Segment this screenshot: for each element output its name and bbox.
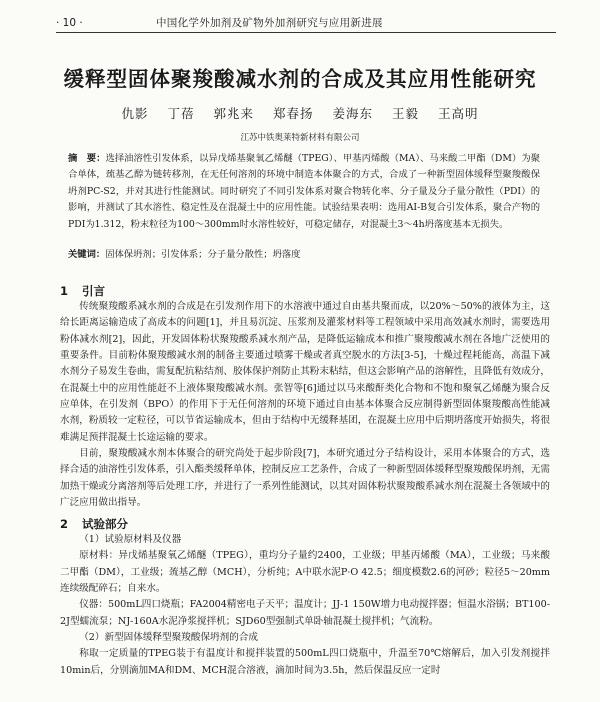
paper-title: 缓释型固体聚羧酸减水剂的合成及其应用性能研究 xyxy=(63,67,537,91)
subsection-heading: （1）试验原材料及仪器 xyxy=(79,534,182,545)
author-name: 姜海东 xyxy=(332,106,373,121)
abstract-label: 摘 要： xyxy=(68,153,106,164)
paragraph: 称取一定质量的TPEG装于有温度计和搅拌装置的500mL四口烧瓶中，升温至70℃熔解后，加入引发剂搅拌10min后，分别滴加MA和DM、MCH混合溶液，滴加时间为3.5h，然后保温反应一定时 xyxy=(60,648,550,676)
paragraph: 目前，聚羧酸减水剂本体聚合的研究尚处于起步阶段[7]，本研究通过分子结构设计，采用本体聚合的方式，选择合适的油溶性引发体系，引入酯类缓释单体，控制反应工艺条件，合成了一种新型固体缓释型聚羧酸保坍剂，无需加热干燥或分离溶剂等后处理工序，并进行了一系列性能测试，以其对固体粉状聚羧酸系减水剂在混凝土各领域中的广泛应用做出指导。 xyxy=(60,448,550,509)
affiliation: 江苏中铁奥莱特新材料有限公司 xyxy=(240,133,360,143)
author-name: 郭兆来 xyxy=(213,106,254,121)
running-header xyxy=(56,16,556,33)
author-name: 王毅 xyxy=(391,106,419,121)
abstract-text: 选择油溶性引发体系，以异戊烯基聚氧乙烯醚（TPEG）、甲基丙烯酸（MA）、马来酸二甲酯（DM）为聚合单体，巯基乙醇为链转移剂，在无任何溶剂的环境中制造本体聚合的方式，合成了一种新型固体缓释型聚羧酸保坍剂PC-S2，并对其进行性能测试。同时研究了不同引发体系对聚合物转化率、分子量及分子量分散性（PDI）的影响，并测试了其水溶性、稳定性及在混凝土中的应用性能。试验结果表明：选用AI-B复合引发体系，聚合产物的PDI为1.312，粉末粒径为100～300mm时水溶性较好，可稳定储存，对混凝土3～4h坍落度基本无损失。 xyxy=(68,153,540,230)
author-list xyxy=(40,106,560,122)
page-number: · 10 · xyxy=(56,17,83,29)
section-title: 引言 xyxy=(82,284,105,298)
paragraph: 原材料：异戊烯基聚氧乙烯醚（TPEG），重均分子量约2400，工业级；甲基丙烯酸（MA），工业级；马来酸二甲酯（DM），工业级；巯基乙醇（MCH），分析纯；A中联水泥P·O 42.5；细度模数2.6的河砂；粒径5～20mm连续级配碎石；自来水。 xyxy=(60,550,550,595)
author-name: 郑春扬 xyxy=(272,106,314,121)
intro-body xyxy=(60,299,550,511)
section-number: 1 xyxy=(60,284,69,298)
author-name: 丁蓓 xyxy=(167,106,195,121)
section-number: 2 xyxy=(60,517,69,531)
subsection-heading: （2）新型固体缓释型聚羧酸保坍剂的合成 xyxy=(79,632,258,644)
section-heading-intro xyxy=(60,284,105,299)
keywords xyxy=(68,248,540,262)
experiment-body xyxy=(60,532,550,679)
abstract xyxy=(68,151,540,233)
keywords-text: 固体保坍剂；引发体系；分子量分散性；坍落度 xyxy=(105,249,301,260)
author-name: 仇影 xyxy=(121,106,149,121)
section-title: 试验部分 xyxy=(82,517,128,531)
paragraph: 仪器：500mL四口烧瓶；FA2004精密电子天平；温度计；JJ-1 150W增力电动搅拌器；恒温水浴锅；BT100-2J型蠕流泵；NJ-160A水泥净浆搅拌机；SJD60型强制式单卧轴混凝土搅拌机；气流粉。 xyxy=(60,599,550,627)
author-name: 王高明 xyxy=(437,106,479,121)
paragraph: 传统聚羧酸系减水剂的合成是在引发剂作用下的水溶液中通过自由基共聚而成，以20%～50%的液体为主，这给长距离运输造成了高成本的问题[1]，并且易沉淀、压浆剂及灌浆材料等工程领域中采用高效减水剂时，需要选用粉体减水剂[2]，因此，开发固体粉状聚羧酸系减水剂产品，是降低运输成本和推广聚羧酸减水剂在各地广泛使用的重要条件。目前粉体聚羧酸减水剂的制备主要通过喷雾干燥或者真空脱水的方法[3-5]，十燥过程耗能高，高温下减水剂分子易发生卷曲，需复配抗粘结剂、胶体保护剂防止其粉末粘结，但这会影响产品的溶解性，且降低有效成分，在混凝土中的应用性能赶不上液体聚羧酸减水剂。张智等[6]通过以马来酸酐类化合物和不饱和聚氧乙烯醚为聚合反应单体，在引发剂（BPO）的作用下于无任何溶剂的环境下通过自由基本体聚合反应制得新型固体聚羧酸高性能减水剂，粉质较一定粒径，可以节省运输成本，但由于结构中无缓释基团，在混凝土应用中后期坍落度开始损失，将很难满足预拌混凝土长途运输的要求。 xyxy=(60,301,550,443)
keywords-label: 关键词： xyxy=(68,249,106,260)
section-heading-experiment xyxy=(60,517,128,532)
journal-name: 中国化学外加剂及矿物外加剂研究与应用新进展 xyxy=(156,17,383,29)
